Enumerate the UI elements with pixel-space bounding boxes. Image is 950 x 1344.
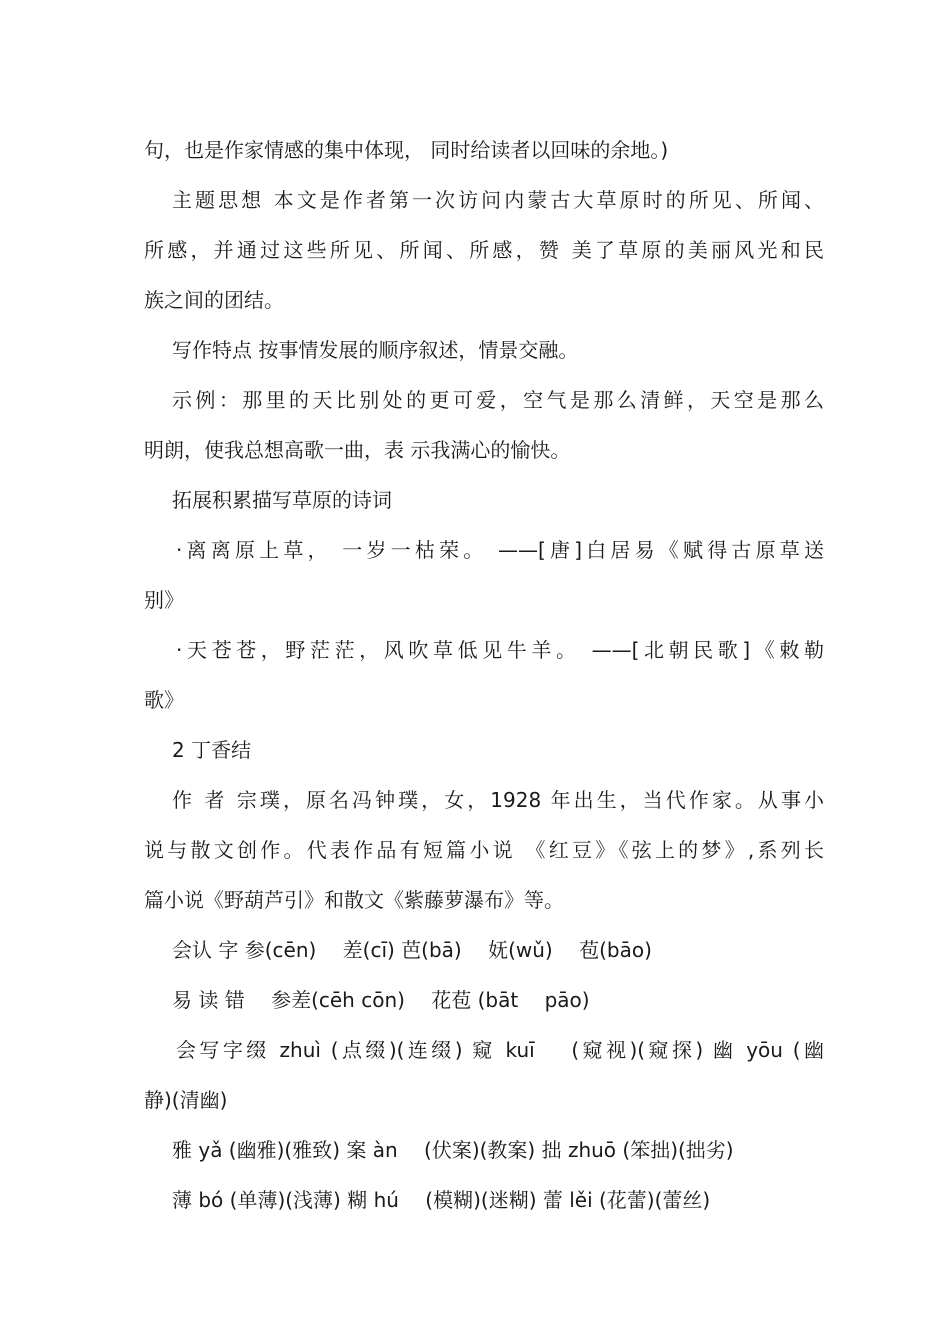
text-line-2: 主题思想 本文是作者第一次访问内蒙古大草原时的所见、所闻、	[172, 188, 824, 212]
text-line-12: 歌》	[144, 688, 184, 712]
text-line-5: 写作特点 按事情发展的顺序叙述，情景交融。	[172, 338, 579, 362]
text-line-21: 雅 yǎ (幽雅)(雅致) 案 àn (伏案)(教案) 拙 zhuō (笨拙)(拙劣)	[172, 1138, 734, 1162]
text-line-10: 别》	[144, 588, 184, 612]
text-line-3: 所感，并通过这些所见、所闻、所感，赞 美了草原的美丽风光和民	[144, 238, 824, 262]
text-line-8: 拓展积累描写草原的诗词	[172, 488, 392, 512]
text-line-22: 薄 bó (单薄)(浅薄) 糊 hú (模糊)(迷糊) 蕾 lěi (花蕾)(蕾丝)	[172, 1188, 711, 1212]
text-line-18: 易 读 错 参差(cēh cōn) 花苞 (bāt pāo)	[172, 988, 590, 1012]
text-line-4: 族之间的团结。	[144, 288, 284, 312]
text-line-16: 篇小说《野葫芦引》和散文《紫藤萝瀑布》等。	[144, 888, 564, 912]
text-line-7: 明朗，使我总想高歌一曲，表 示我满心的愉快。	[144, 438, 571, 462]
text-line-11: ·天苍苍，野茫茫，风吹草低见牛羊。 ——[北朝民歌]《敕勒	[176, 638, 824, 662]
text-line-6: 示例：那里的天比别处的更可爱，空气是那么清鲜，天空是那么	[172, 388, 824, 412]
text-line-9: ·离离原上草， 一岁一枯荣。 ——[唐]白居易《赋得古原草送	[176, 538, 824, 562]
text-line-19: 会写字缀 zhuì (点缀)(连缀) 窥 kuī (窥视)(窥探) 幽 yōu (幽	[176, 1038, 824, 1062]
text-line-14: 作 者 宗璞，原名冯钟璞，女，1928 年出生，当代作家。从事小	[172, 788, 824, 812]
text-line-1: 句，也是作家情感的集中体现， 同时给读者以回味的余地。)	[144, 138, 669, 162]
text-line-17: 会认 字 参(cēn) 差(cī) 芭(bā) 妩(wǔ) 苞(bāo)	[172, 938, 652, 962]
section-heading: 2 丁香结	[172, 738, 252, 762]
text-line-15: 说与散文创作。代表作品有短篇小说 《红豆》《弦上的梦》,系列长	[144, 838, 824, 862]
text-line-20: 静)(清幽)	[144, 1088, 228, 1112]
